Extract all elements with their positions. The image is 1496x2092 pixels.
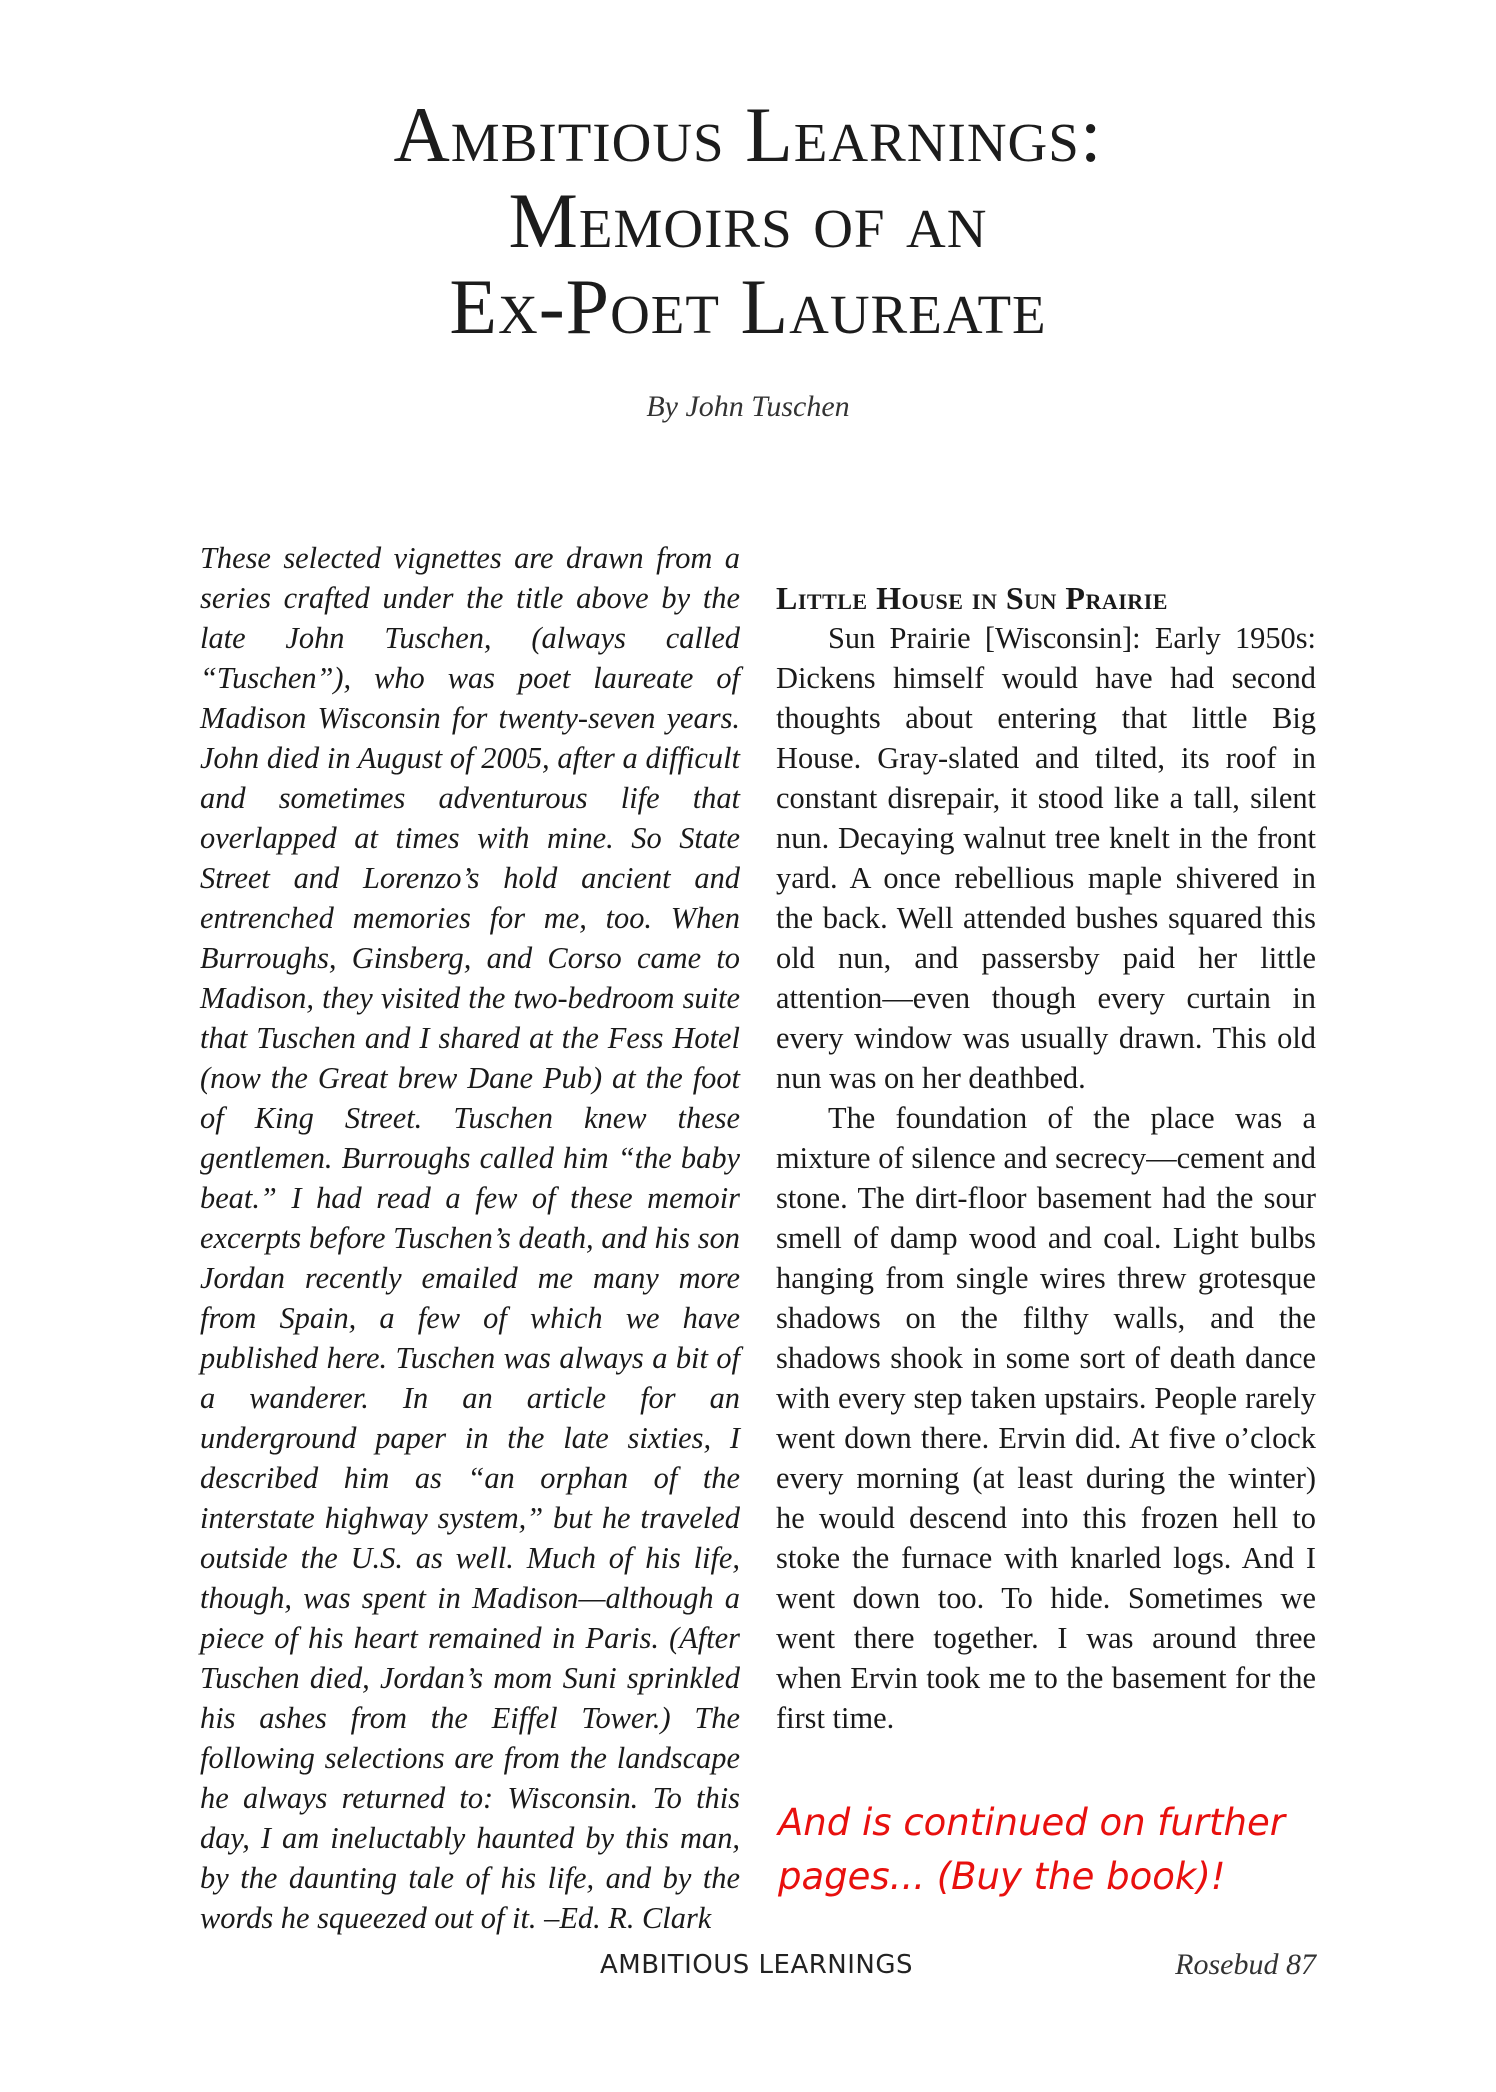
story-paragraph-2: The foundation of the place was a mixture of silence and secrecy—cement and stone. The dirt-floor basement had the sour smell of damp wood and coal. Light bulbs hanging from single wires threw grotesque shadows on the filthy walls, and the shadows shook in some sort of death dance with every step taken upstairs. People rarely went down there. Ervin did. At five o’clock every morning (at least during the winter) he would descend into this frozen hell to stoke the furnace with knarled logs. And I went down too. To hide. Sometimes we went there together. I was around three when Ervin took me to the basement for the first time. — [776, 1101, 1316, 1735]
story-paragraph-1: Sun Prairie [Wisconsin]: Early 1950s: Dickens himself would have had second thoughts about entering that little Big House. Gray-slated and tilted, its roof in constant disrepair, it stood like a tall, silent nun. Decaying walnut tree knelt in the front yard. A once rebellious maple shivered in the back. Well attended bushes squared this old nun, and passersby paid her little attention—even though every curtain in every window was usually drawn. This old nun was on her deathbed. — [776, 621, 1316, 1095]
page-title — [0, 92, 1496, 350]
title-line-3: Ex-Poet Laureate — [449, 263, 1047, 350]
section-heading: Little House in Sun Prairie — [776, 580, 1168, 616]
continuation-note-line-1: And is continued on further — [778, 1801, 1285, 1844]
page-number: 87 — [1286, 1948, 1316, 1981]
title-line-1: Ambitious Learnings: — [393, 91, 1103, 178]
title-line-2: Memoirs of an — [508, 177, 988, 264]
continuation-note-line-2: pages... (Buy the book)! — [778, 1855, 1226, 1898]
running-head: AMBITIOUS LEARNINGS — [600, 1950, 914, 1980]
editor-intro: These selected vignettes are drawn from a series crafted under the title above by the late John Tuschen, (always called “Tuschen”), who was poet laureate of Madison Wisconsin for twenty-seven years. John died in August of 2005, after a difficult and sometimes adventurous life that overlapped at times with mine. So State Street and Lorenzo’s hold ancient and entrenched memories for me, too. When Burroughs, Ginsberg, and Corso came to Madison, they visited the two-bedroom suite that Tuschen and I shared at the Fess Hotel (now the Great brew Dane Pub) at the foot of King Street. Tuschen knew these gentlemen. Burroughs called him “the baby beat.” I had read a few of these memoir excerpts before Tuschen’s death, and his son Jordan recently emailed me many more from Spain, a few of which we have published here. Tuschen was always a bit of a wanderer. In an article for an underground paper in the late sixties, I described him as “an orphan of the interstate highway system,” but he traveled outside the U.S. as well. Much of his life, though, was spent in Madison—although a piece of his heart remained in Paris. (After Tuschen died, Jordan’s mom Suni sprinkled his ashes from the Eiffel Tower.) The following selections are from the landscape he always returned to: Wisconsin. To this day, I am ineluctably haunted by this man, by the daunting tale of his life, and by the words he squeezed out of it. –Ed. R. Clark — [200, 541, 740, 1935]
story-column — [776, 578, 1316, 1738]
page-footer — [1175, 1948, 1316, 1982]
continuation-note — [778, 1796, 1338, 1904]
publication-name: Rosebud — [1175, 1948, 1279, 1981]
byline: By John Tuschen — [646, 390, 850, 423]
